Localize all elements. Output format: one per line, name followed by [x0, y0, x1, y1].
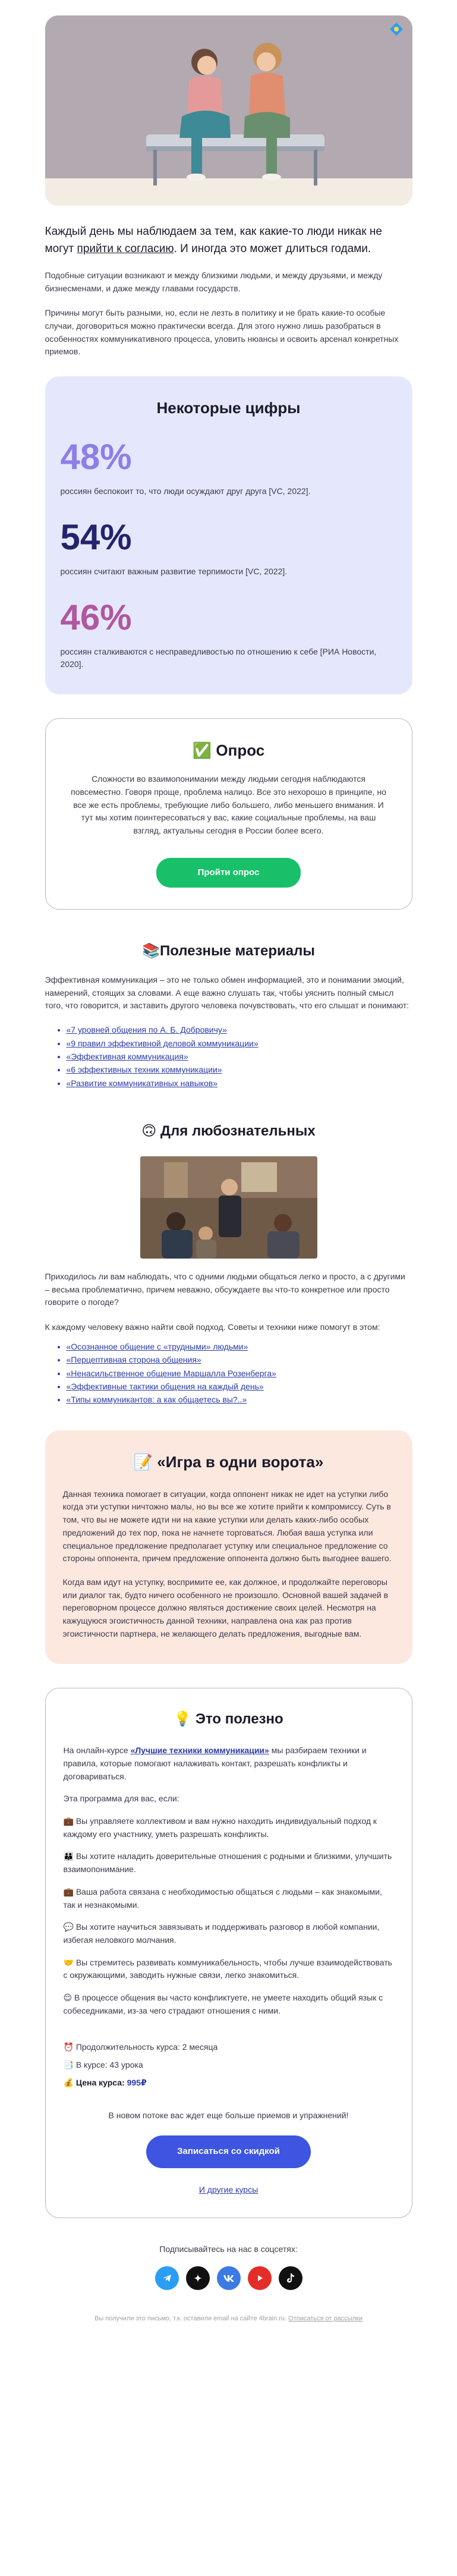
stat-number: 48% [60, 437, 132, 477]
material-link[interactable]: «Развитие коммуникативных навыков» [66, 1078, 218, 1088]
course-benefit: 💬 Вы хотите научиться завязывать и поддерживать разговор в любой компании, избегая неловкого молчания. [63, 1922, 380, 1945]
materials-text: Эффективная коммуникация – это не только обмен информацией, это и понимании эмоций, намерений, стоящих за словами. А еще важно слушать так, чтобы уяснить полный смысл того, что говорится, и заставить другого человека почувствовать, что его слышат и понимают: [45, 975, 409, 1011]
office-meeting-photo [140, 1156, 317, 1259]
list-item [67, 1023, 412, 1036]
intro-paragraph-1: Подобные ситуации возникают и между близкими людьми, и между друзьями, и между бизнесменами, и даже между главами государств. [45, 271, 383, 293]
social-title: Подписывайтесь на нас в соцсетях: [159, 2244, 298, 2254]
list-item [67, 1063, 412, 1076]
new-flow-text: В новом потоке вас ждет еще больше приемов и упражнений! [108, 2111, 349, 2121]
course-intro: На онлайн-курсе «Лучшие техники коммуникации» мы разбираем техники и правила, которые помогают налаживать контакт, разрешать конфликты и договариваться. [63, 1745, 367, 1781]
two-women-sitting-icon [134, 27, 336, 194]
curious-link[interactable]: «Перцептивная сторона общения» [66, 1355, 201, 1365]
poll-text: Сложности во взаимопонимании между людьми сегодня наблюдаются повсеместно. Говоря проще, проблема налицо. Все это нехорошо в принципе, но все же есть проблемы, требующие либо большего, либо меньшего внимания. И тут мы хотим поинтересоваться у вас, какие социальные проблемы, на ваш взгляд, актуальны сегодня в России более всего. [71, 774, 386, 835]
material-link[interactable]: «9 правил эффективной деловой коммуникации» [66, 1038, 259, 1048]
course-link[interactable]: «Лучшие техники коммуникации» [130, 1745, 269, 1756]
material-link[interactable]: «6 эффективных техник коммуникации» [66, 1065, 222, 1075]
intro-paragraph-2: Причины могут быть разными, но, если не лезть в политику и не брать какие-то особые случаи, договориться можно практически всегда. Для этого нужно лишь разобраться в особенностях коммуникативного процесса, уловить нюансы и освоить арсенал конкретных приемов. [45, 308, 399, 357]
course-benefit: 💼 Вы управляете коллективом и вам нужно находить индивидуальный подход к каждому его участнику, уметь разрешать конфликты. [63, 1816, 377, 1839]
curious-paragraph-1: Приходилось ли вам наблюдать, что с одними людьми общаться легко и просто, а с другими – весьма проблематично, причем неважно, обсуждаете вы что-то конкретное или просто говорите о погоде? [45, 1272, 405, 1307]
list-item [67, 1380, 412, 1393]
stat-text: россиян считают важным развитие терпимости [VC, 2022]. [60, 567, 288, 577]
material-link[interactable]: «7 уровней общения по А. Б. Добровичу» [66, 1025, 227, 1035]
list-item [67, 1050, 412, 1063]
stats-title: Некоторые цифры [156, 399, 301, 417]
tiktok-icon[interactable] [279, 2266, 302, 2290]
course-title: 💡 Это полезно [174, 1711, 283, 1728]
game-paragraph-2: Когда вам идут на уступку, воспримите ее, как должное, и продолжайте переговоры или диалог так, будто ничего особенного не произошло. Основной вашей задачей в переговорном процессе должно являться достижение своих целей. Несмотря на кажущуюся эгоистичность данной техники, направлена она как раз против эгоистичности партнера, не желающего делать предложения, выгодные вам. [62, 1577, 389, 1638]
curious-title: 🙃 Для любознательных [141, 1123, 316, 1140]
vk-icon[interactable] [217, 2266, 241, 2290]
curious-link[interactable]: «Типы коммуникантов: а как общаетесь вы?..» [66, 1395, 247, 1405]
telegram-icon[interactable] [155, 2266, 179, 2290]
social-icons-row [45, 2266, 412, 2290]
list-item [67, 1367, 412, 1380]
poll-card [45, 718, 412, 910]
stat-item [61, 598, 397, 671]
game-title: 📝 «Игра в одни ворота» [133, 1452, 324, 1471]
agreement-link[interactable]: прийти к согласию [77, 242, 174, 255]
stats-card [45, 376, 412, 694]
course-benefit: 🤝 Вы стремитесь развивать коммуникабельность, чтобы лучше взаимодействовать с окружающими, заводить нужные связи, легко знакомиться. [63, 1957, 392, 1980]
course-benefit: 💼 Ваша работа связана с необходимостью общаться с людьми – как знакомыми, так и незнакомыми. [63, 1886, 382, 1910]
brand-badge-icon [389, 21, 404, 37]
game-paragraph-1: Данная техника помогает в ситуации, когда оппонент никак не идет на уступки либо когда эти уступки ничтожно малы, но вы все же хотите прийти к компромиссу. Суть в том, что вы не можете идти ни на какие уступки или делать каких-либо особых предложений до тех пор, пока не начнете торговаться. Любая ваша уступка или специальное предложение предполагает уступку или специальное предложение со стороны оппонента, причем предложение оппонента должно быть выгоднее вашего. [62, 1489, 392, 1564]
stat-item [61, 438, 397, 498]
stat-item [61, 518, 397, 578]
materials-title: 📚Полезные материалы [142, 943, 315, 960]
list-item [67, 1353, 412, 1366]
list-item [67, 1393, 412, 1406]
take-poll-button[interactable]: Пройти опрос [156, 858, 301, 888]
curious-link[interactable]: «Эффективные тактики общения на каждый день» [66, 1382, 264, 1391]
stat-number: 46% [60, 597, 132, 638]
course-benefit: 😌 В процессе общения вы часто конфликтуете, не умеете находить общий язык с собеседниками, из-за чего страдают отношения с ними. [63, 1992, 383, 2015]
list-item [67, 1037, 412, 1050]
stat-text: россиян беспокоит то, что люди осуждают друг друга [VC, 2022]. [60, 486, 311, 496]
course-lessons: 📑 В курсе: 43 урока [63, 2060, 143, 2070]
materials-link-list [67, 1023, 412, 1090]
material-link[interactable]: «Эффективная коммуникация» [66, 1051, 188, 1061]
footer: Вы получили это письмо, т.к. оставили email на сайте 4brain.ru. Отписаться от рассылки [94, 2315, 363, 2323]
unsubscribe-link[interactable]: Отписаться от рассылки [288, 2315, 363, 2323]
course-benefit: 👪 Вы хотите наладить доверительные отношения с родными и близкими, улучшить взаимопонимание. [63, 1851, 392, 1874]
enroll-discount-button[interactable]: Записаться со скидкой [146, 2135, 311, 2168]
stat-text: россиян сталкиваются с несправедливостью по отношению к себе [РИА Новости, 2020]. [60, 647, 377, 669]
poll-title: ✅ Опрос [192, 741, 265, 760]
list-item [67, 1077, 412, 1090]
course-card [45, 1688, 412, 2218]
price-value: 995₽ [127, 2077, 147, 2087]
course-price: 💰 Цена курса: 995₽ [63, 2077, 147, 2087]
lead-paragraph: Каждый день мы наблюдаем за тем, как какие-то люди никак не могут прийти к согласию. И иногда это может длиться годами. [45, 225, 382, 255]
curious-link[interactable]: «Осознанное общение с «трудными» людьми» [66, 1341, 248, 1351]
curious-link-list [67, 1340, 412, 1407]
curious-link[interactable]: «Ненасильственное общение Маршалла Розенберга» [66, 1368, 276, 1378]
meeting-photo-icon [140, 1156, 317, 1259]
other-courses-link[interactable]: И другие курсы [198, 2184, 259, 2194]
game-technique-card [45, 1430, 412, 1665]
hero-illustration [45, 15, 412, 206]
course-for-whom: Эта программа для вас, если: [63, 1794, 179, 1804]
dzen-icon[interactable] [186, 2266, 210, 2290]
curious-paragraph-2: К каждому человеку важно найти свой подход. Советы и техники ниже помогут в этом: [45, 1322, 380, 1332]
list-item [67, 1340, 412, 1353]
course-duration: ⏰ Продолжительность курса: 2 месяца [63, 2042, 218, 2052]
youtube-icon[interactable] [248, 2266, 272, 2290]
stat-number: 54% [60, 517, 132, 558]
